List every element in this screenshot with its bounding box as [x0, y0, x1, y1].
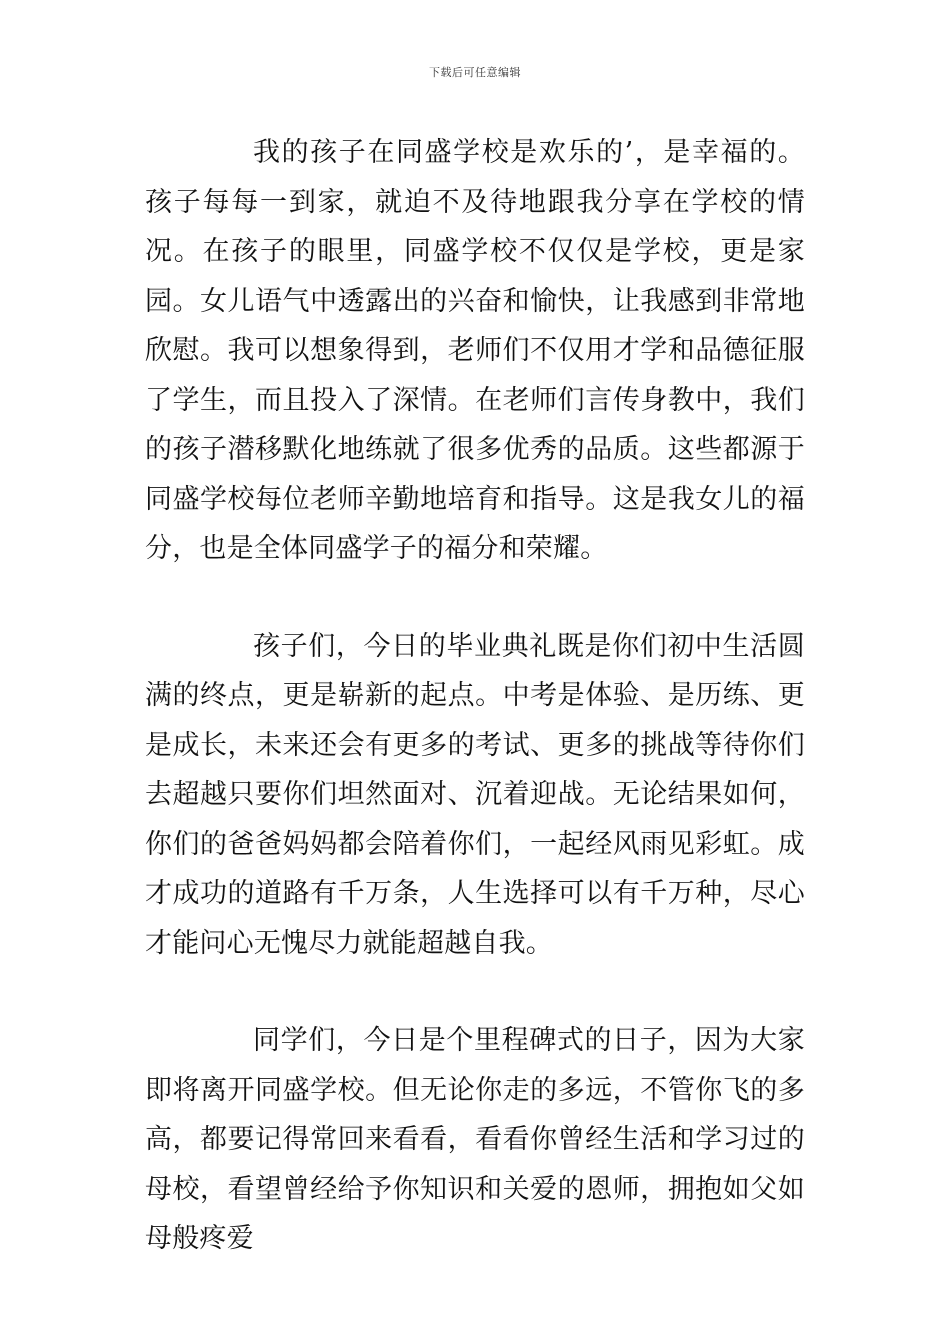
paragraph-1: 我的孩子在同盛学校是欢乐的’，是幸福的。孩子每每一到家，就迫不及待地跟我分享在学校的情况。在孩子的眼里，同盛学校不仅仅是学校，更是家园。女儿语气中透露出的兴奋和愉快，让我感到非常地欣慰。我可以想象得到，老师们不仅用才学和品德征服了学生，而且投入了深情。在老师们言传身教中，我们的孩子潜移默化地练就了很多优秀的品质。这些都源于同盛学校每位老师辛勤地培育和指导。这是我女儿的福分，也是全体同盛学子的福分和荣耀。: [145, 137, 805, 564]
paragraph-2: 孩子们，今日的毕业典礼既是你们初中生活圆满的终点，更是崭新的起点。中考是体验、是历练、更是成长，未来还会有更多的考试、更多的挑战等待你们去超越只要你们坦然面对、沉着迎战。无论结果如何，你们的爸爸妈妈都会陪着你们，一起经风雨见彩虹。成才成功的道路有千万条，人生选择可以有千万种，尽心才能问心无愧尽力就能超越自我。: [145, 630, 805, 959]
document-body: [145, 128, 805, 1312]
page-header: 下载后可任意编辑: [429, 66, 521, 79]
paragraph-3: 同学们，今日是个里程碑式的日子，因为大家即将离开同盛学校。但无论你走的多远，不管你飞的多高，都要记得常回来看看，看看你曾经生活和学习过的母校，看望曾经给予你知识和关爱的恩师，拥抱如父如母般疼爱: [145, 1025, 805, 1254]
